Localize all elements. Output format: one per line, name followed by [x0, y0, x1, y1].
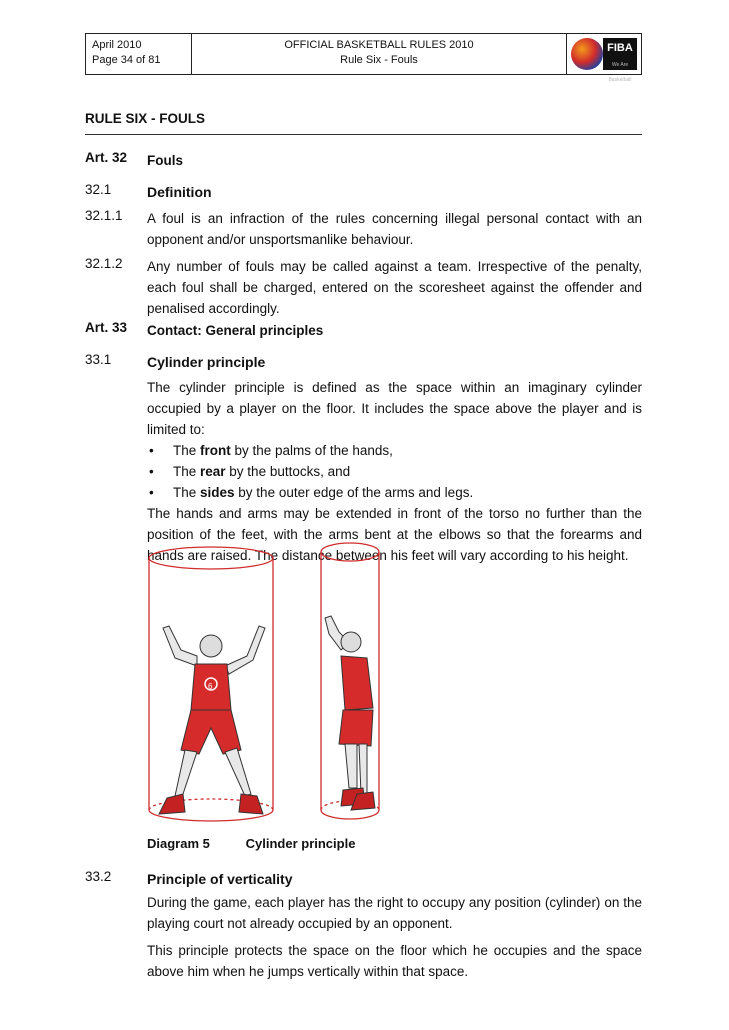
section-33-2: [85, 869, 642, 890]
section-number: 32.1.2: [85, 256, 123, 271]
fiba-tagline: We Are Basketball: [608, 62, 632, 83]
header-date: April 2010: [92, 39, 142, 51]
front-player-illustration: [159, 626, 265, 814]
cylinder-outro: The hands and arms may be extended in front of the torso no further than the position of the feet, with the arms bent at the elbows so that the forearms and hands are raised. The distance between his feet will vary according to his height.: [147, 506, 642, 563]
bullet-rear: • The rear by the buttocks, and: [147, 461, 642, 482]
diagram-title: Cylinder principle: [245, 836, 356, 851]
section-title: Principle of verticality: [147, 871, 293, 887]
section-33-1: [85, 352, 642, 373]
header-title: OFFICIAL BASKETBALL RULES 2010: [284, 39, 474, 51]
section-number: 32.1.1: [85, 208, 123, 223]
verticality-paragraph-1: During the game, each player has the right to occupy any position (cylinder) on the playing court not already occupied by an opponent.: [147, 895, 642, 931]
basketball-logo-icon: [571, 38, 603, 70]
header-center-cell: [192, 34, 567, 74]
section-32-1-1: [85, 208, 642, 250]
section-number: 33.2: [85, 869, 112, 884]
section-number: 33.1: [85, 352, 112, 367]
section-32-1-2: [85, 256, 642, 319]
article-number: Art. 33: [85, 320, 128, 335]
cylinder-intro: The cylinder principle is defined as the space within an imaginary cylinder occupied by a player on the floor. It includes the space above the player and is limited to:: [147, 380, 642, 437]
section-text: Any number of fouls may be called against a team. Irrespective of the penalty, each foul shall be charged, entered on the scoresheet against the offender and penalised accordingly.: [147, 259, 642, 316]
section-title: Cylinder principle: [147, 354, 266, 370]
article-title: Fouls: [147, 153, 183, 168]
rule-title: RULE SIX - FOULS: [85, 111, 642, 135]
page-header: [85, 33, 642, 83]
section-33-2-body: [85, 892, 642, 982]
header-subtitle: Rule Six - Fouls: [340, 54, 418, 66]
diagram-label: Diagram 5: [147, 836, 210, 851]
bullet-front: • The front by the palms of the hands,: [147, 440, 642, 461]
article-33-heading: [85, 320, 642, 341]
cylinder-diagram: [145, 538, 405, 838]
section-text: A foul is an infraction of the rules concerning illegal personal contact with an opponent and/or unsportsmanlike behaviour.: [147, 211, 642, 247]
header-page-number: Page 34 of 81: [92, 54, 161, 66]
bullet-sides: • The sides by the outer edge of the arms and legs.: [147, 482, 642, 503]
article-title: Contact: General principles: [147, 323, 324, 338]
verticality-paragraph-2: This principle protects the space on the floor which he occupies and the space above him when he jumps vertically within that space.: [147, 943, 642, 979]
fiba-wordmark: FIBA: [603, 38, 637, 70]
section-title: Definition: [147, 184, 212, 200]
front-jersey-number: 6: [208, 682, 213, 691]
diagram-caption: [147, 836, 355, 851]
article-number: Art. 32: [85, 150, 128, 165]
cylinder-bullets: [147, 440, 642, 503]
side-player-illustration: [325, 616, 375, 810]
header-left-cell: [86, 34, 192, 74]
section-number: 32.1: [85, 182, 112, 197]
fiba-logo: [567, 34, 641, 83]
article-32-heading: [85, 150, 642, 171]
section-32-1: [85, 182, 642, 203]
